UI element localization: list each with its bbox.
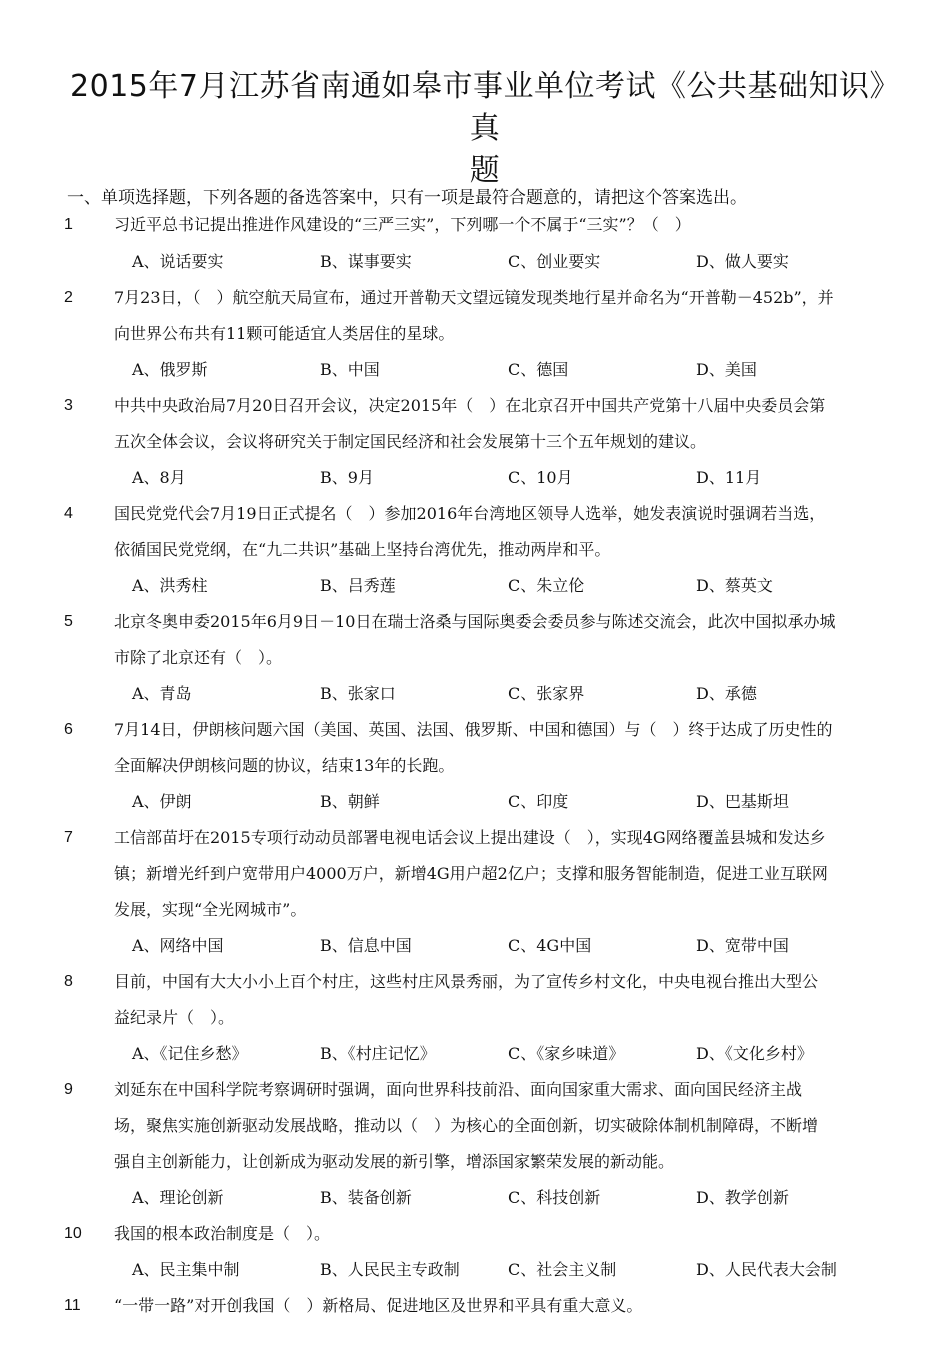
question-number: 1 — [64, 216, 73, 233]
answer-option: D、蔡英文 — [696, 576, 773, 595]
title-line-1: 2015年7月江苏省南通如皋市事业单位考试《公共基础知识》真 — [70, 69, 900, 146]
question-text-line: 益纪录片（ ）。 — [114, 1008, 235, 1027]
question-text-line: 发展，实现“全光网城市”。 — [114, 900, 307, 919]
answer-option: C、张家界 — [508, 684, 585, 703]
answer-option: D、承德 — [696, 684, 757, 703]
question-number: 7 — [64, 829, 73, 846]
answer-option: C、社会主义制 — [508, 1260, 617, 1279]
answer-option: A、理论创新 — [132, 1188, 224, 1207]
question-text-line: 国民党党代会7月19日正式提名（ ）参加2016年台湾地区领导人选举，她发表演说时强调若当选， — [114, 504, 826, 523]
answer-option: C、4G中国 — [508, 936, 592, 955]
section-heading: 一、单项选择题，下列各题的备选答案中，只有一项是最符合题意的，请把这个答案选出。 — [67, 188, 747, 208]
answer-option: C、印度 — [508, 792, 569, 811]
question-number: 10 — [64, 1225, 82, 1242]
question-text-line: 我国的根本政治制度是（ ）。 — [114, 1224, 331, 1243]
question-text-line: 市除了北京还有（ ）。 — [114, 648, 283, 667]
question-text-line: 7月23日，（ ）航空航天局宣布，通过开普勒天文望远镜发现类地行星并命名为“开普勒－452b”，并 — [114, 288, 834, 307]
question-text-line: 依循国民党党纲，在“九二共识”基础上坚持台湾优先，推动两岸和平。 — [114, 540, 611, 559]
answer-option: D、做人要实 — [696, 252, 789, 271]
question-text-line: 刘延东在中国科学院考察调研时强调，面向世界科技前沿、面向国家重大需求、面向国民经济主战 — [114, 1080, 803, 1099]
answer-option: B、谋事要实 — [320, 252, 412, 271]
answer-option: B、吕秀莲 — [320, 576, 396, 595]
answer-option: B、《村庄记忆》 — [320, 1044, 436, 1063]
question-text-line: 北京冬奥申委2015年6月9日－10日在瑞士洛桑与国际奥委会委员参与陈述交流会，此次中国拟承办城 — [114, 612, 836, 631]
question-number: 6 — [64, 721, 73, 738]
question-text-line: 中共中央政治局7月20日召开会议，决定2015年（ ）在北京召开中国共产党第十八届中央委员会第 — [114, 396, 826, 415]
question-number: 9 — [64, 1081, 73, 1098]
answer-option: D、巴基斯坦 — [696, 792, 789, 811]
answer-option: B、信息中国 — [320, 936, 412, 955]
question-text-line: 向世界公布共有11颗可能适宜人类居住的星球。 — [114, 324, 455, 343]
question-text-line: 目前，中国有大大小小上百个村庄，这些村庄风景秀丽，为了宣传乡村文化，中央电视台推出大型公 — [114, 972, 819, 991]
question-number: 4 — [64, 505, 73, 522]
question-number: 3 — [64, 397, 73, 414]
question-text-line: “一带一路”对开创我国（ ）新格局、促进地区及世界和平具有重大意义。 — [114, 1296, 643, 1315]
answer-option: A、网络中国 — [132, 936, 224, 955]
answer-option: B、朝鲜 — [320, 792, 380, 811]
answer-option: C、《家乡味道》 — [508, 1044, 625, 1063]
answer-option: D、11月 — [696, 468, 762, 487]
answer-option: D、教学创新 — [696, 1188, 789, 1207]
question-text-line: 五次全体会议，会议将研究关于制定国民经济和社会发展第十三个五年规划的建议。 — [114, 432, 707, 451]
answer-option: C、科技创新 — [508, 1188, 601, 1207]
answer-option: B、人民民主专政制 — [320, 1260, 460, 1279]
title-line-2: 题 — [469, 153, 501, 188]
answer-option: A、俄罗斯 — [132, 360, 208, 379]
answer-option: D、宽带中国 — [696, 936, 789, 955]
question-number: 2 — [64, 289, 73, 306]
answer-option: B、9月 — [320, 468, 374, 487]
answer-option: B、装备创新 — [320, 1188, 412, 1207]
question-text-line: 7月14日，伊朗核问题六国（美国、英国、法国、俄罗斯、中国和德国）与（ ）终于达成了历史性的 — [114, 720, 833, 739]
question-text-line: 工信部苗圩在2015专项行动动员部署电视电话会议上提出建设（ ），实现4G网络覆盖县城和发达乡 — [114, 828, 826, 847]
answer-option: C、朱立伦 — [508, 576, 585, 595]
answer-option: A、说话要实 — [132, 252, 224, 271]
answer-option: D、美国 — [696, 360, 757, 379]
answer-option: B、张家口 — [320, 684, 396, 703]
answer-option: C、创业要实 — [508, 252, 601, 271]
question-text-line: 镇；新增光纤到户宽带用户4000万户，新增4G用户超2亿户；支撑和服务智能制造，促进工业互联网 — [114, 864, 828, 883]
question-number: 11 — [64, 1297, 81, 1314]
answer-option: B、中国 — [320, 360, 380, 379]
question-text-line: 场，聚焦实施创新驱动发展战略，推动以（ ）为核心的全面创新，切实破除体制机制障碍，不断增 — [114, 1116, 819, 1135]
answer-option: A、《记住乡愁》 — [132, 1044, 248, 1063]
question-number: 8 — [64, 973, 73, 990]
answer-option: A、8月 — [132, 468, 186, 487]
question-text-line: 习近平总书记提出推进作风建设的“三严三实”，下列哪一个不属于“三实”？（ ） — [114, 215, 691, 234]
answer-option: C、10月 — [508, 468, 573, 487]
answer-option: A、青岛 — [132, 684, 192, 703]
question-text-line: 强自主创新能力，让创新成为驱动发展的新引擎，增添国家繁荣发展的新动能。 — [114, 1152, 675, 1171]
page-title — [60, 66, 910, 192]
answer-option: D、《文化乡村》 — [696, 1044, 813, 1063]
answer-option: A、民主集中制 — [132, 1260, 240, 1279]
answer-option: D、人民代表大会制 — [696, 1260, 837, 1279]
question-number: 5 — [64, 613, 73, 630]
question-text-line: 全面解决伊朗核问题的协议，结束13年的长跑。 — [114, 756, 455, 775]
answer-option: A、洪秀柱 — [132, 576, 208, 595]
answer-option: C、德国 — [508, 360, 569, 379]
answer-option: A、伊朗 — [132, 792, 192, 811]
